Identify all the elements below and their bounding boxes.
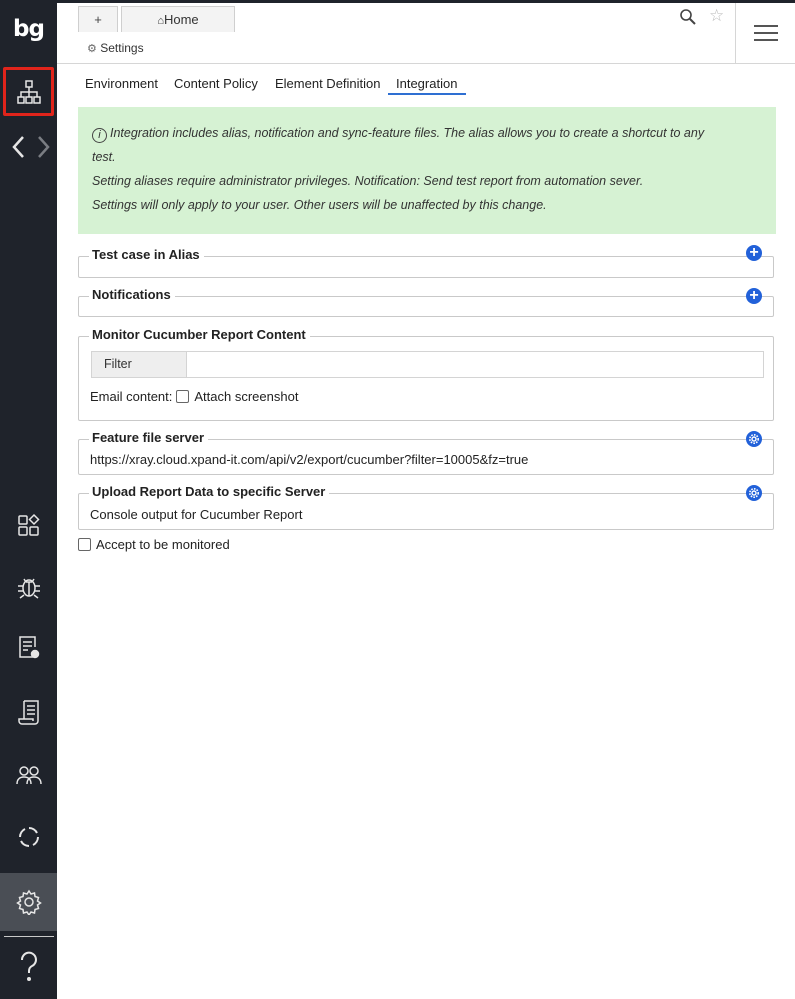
tab-home[interactable] [121, 6, 235, 32]
feature-server-settings-button[interactable] [746, 431, 762, 447]
settings-icon[interactable] [0, 882, 57, 922]
top-bar [57, 0, 795, 64]
tab-content-policy[interactable]: Content Policy [174, 76, 258, 91]
upload-server-value: Console output for Cucumber Report [90, 507, 303, 522]
feature-server-url: https://xray.cloud.xpand-it.com/api/v2/export/cucumber?filter=10005&fz=true [90, 452, 529, 467]
cycle-icon[interactable] [0, 817, 57, 857]
report-bug-icon[interactable] [0, 628, 57, 668]
tab-home-label: Home [163, 12, 199, 27]
upload-section [78, 484, 774, 530]
alias-section [78, 244, 774, 278]
monitor-section [78, 327, 774, 421]
tab-integration[interactable]: Integration [388, 76, 466, 95]
menu-icon[interactable] [754, 25, 778, 43]
star-icon[interactable]: ☆ [709, 6, 725, 25]
notifications-section [78, 287, 774, 317]
filter-input[interactable] [188, 352, 763, 377]
help-icon[interactable] [0, 947, 57, 987]
app-logo: bg [13, 16, 44, 42]
email-content-label: Email content: [90, 389, 173, 404]
feature-server-section [78, 430, 774, 475]
tab-element-definition[interactable]: Element Definition [275, 76, 381, 91]
breadcrumb [87, 41, 144, 55]
notifications-section-title: Notifications [89, 287, 175, 302]
alias-section-title: Test case in Alias [89, 247, 204, 262]
sitemap-icon[interactable] [0, 72, 57, 112]
upload-section-title: Upload Report Data to specific Server [89, 484, 329, 499]
info-line-1 [92, 121, 762, 145]
tab-environment[interactable]: Environment [85, 76, 158, 91]
feature-server-title: Feature file server [89, 430, 208, 445]
bug-icon[interactable] [0, 566, 57, 606]
upload-settings-button[interactable] [746, 485, 762, 501]
info-banner [78, 107, 776, 234]
users-icon[interactable] [0, 755, 57, 795]
accept-row [78, 537, 230, 552]
topbar-separator [735, 3, 736, 64]
search-icon[interactable] [679, 8, 697, 26]
filter-label: Filter [92, 352, 187, 377]
info-text-1: Integration includes alias, notification and sync-feature files. The alias allows you to create a shortcut to any [110, 126, 705, 140]
accept-monitored-label: Accept to be monitored [96, 537, 230, 552]
info-line-2: test. [92, 150, 116, 164]
apps-icon[interactable] [0, 505, 57, 545]
monitor-section-title: Monitor Cucumber Report Content [89, 327, 310, 342]
info-line-3: Setting aliases require administrator privileges. Notification: Send test report from automation sever. [92, 174, 644, 188]
accept-monitored-checkbox[interactable] [78, 538, 91, 551]
add-alias-button[interactable]: + [746, 245, 762, 261]
add-notification-button[interactable]: + [746, 288, 762, 304]
script-icon[interactable] [0, 693, 57, 733]
home-icon: ⌂ [157, 15, 164, 27]
sidebar-divider [4, 936, 54, 937]
info-line-4: Settings will only apply to your user. Other users will be unaffected by this change. [92, 198, 547, 212]
email-content-row [90, 389, 298, 404]
new-tab-button[interactable]: + [78, 6, 118, 32]
attach-screenshot-checkbox[interactable] [176, 390, 189, 403]
chevron-right-icon[interactable] [14, 127, 71, 167]
info-icon: i [92, 128, 107, 143]
attach-screenshot-label: Attach screenshot [194, 389, 299, 404]
filter-row [91, 351, 764, 378]
gear-icon: ⚙ [87, 43, 97, 55]
sidebar [0, 0, 57, 999]
breadcrumb-settings: Settings [100, 41, 144, 55]
